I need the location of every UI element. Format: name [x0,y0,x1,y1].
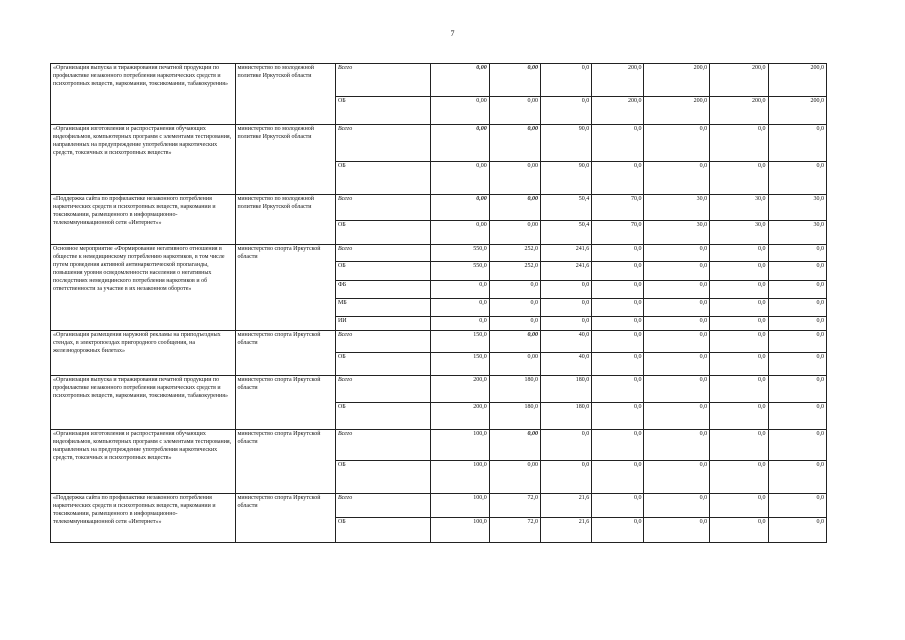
amount-cell: 0,0 [768,299,827,317]
amount-cell: 0,0 [768,317,827,331]
amount-cell: 200,0 [592,97,644,125]
amount-cell: 0,0 [592,494,644,518]
amount-cell: 0,0 [644,494,710,518]
amount-cell: 0,0 [768,125,827,162]
amount-cell: 0,0 [768,281,827,299]
amount-cell: 100,0 [431,494,489,518]
amount-cell: 30,0 [710,221,768,245]
amount-cell: 30,0 [644,195,710,221]
table-row [51,64,827,97]
amount-cell: 40,0 [540,331,591,353]
funding-source: Всего [335,494,430,518]
table-row [51,331,827,353]
amount-cell: 200,0 [710,64,768,97]
amount-cell: 90,0 [540,162,591,195]
amount-cell: 72,0 [489,494,540,518]
amount-cell: 0,00 [489,64,540,97]
amount-cell: 0,0 [710,376,768,403]
amount-cell: 0,0 [644,461,710,494]
responsible-executor: министерство спорта Иркутской области [235,430,335,494]
amount-cell: 0,0 [431,317,489,331]
amount-cell: 0,0 [768,430,827,461]
amount-cell: 100,0 [431,461,489,494]
amount-cell: 100,0 [431,518,489,543]
amount-cell: 0,0 [768,245,827,262]
responsible-executor: министерство спорта Иркутской области [235,376,335,430]
amount-cell: 70,0 [592,221,644,245]
measure-description: «Организация размещения наружной рекламы на приподъездных стендах, в электропоездах пригородного сообщения, на железнодорожных билетах» [51,331,236,376]
amount-cell: 150,0 [431,353,489,376]
amount-cell: 180,0 [540,376,591,403]
funding-source: ОБ [335,461,430,494]
measure-description: «Организация выпуска и тиражирования печатной продукции по профилактике незаконного потребления наркотических средств и психотропных веществ, наркомании, токсикомании, табакокурения» [51,376,236,430]
funding-source: ОБ [335,262,430,281]
amount-cell: 0,0 [710,125,768,162]
measure-description: «Организация изготовления и распространения обучающих видеофильмов, компьютерных программ с элементами тестирования, направленных на предупреждение употребления наркотических средств, токсичных и психотропных веществ» [51,430,236,494]
funding-source: Всего [335,64,430,97]
amount-cell: 0,0 [710,162,768,195]
measure-description: «Организация изготовления и распространения обучающих видеофильмов, компьютерных программ с элементами тестирования, направленных на предупреждение употребления наркотических средств, токсичных и психотропных веществ» [51,125,236,195]
measure-description: «Поддержка сайта по профилактике незаконного потребления наркотических средств и психотропных веществ, наркомании и токсикомании, размещенного в информационно-телекоммуникационной сети «Интернет»» [51,494,236,543]
amount-cell: 0,0 [592,403,644,430]
funding-source: Всего [335,430,430,461]
amount-cell: 0,00 [431,221,489,245]
amount-cell: 0,0 [644,430,710,461]
amount-cell: 30,0 [768,221,827,245]
amount-cell: 0,0 [710,430,768,461]
amount-cell: 0,0 [644,518,710,543]
funding-source: Всего [335,245,430,262]
funding-source: ОБ [335,518,430,543]
amount-cell: 0,00 [489,461,540,494]
amount-cell: 0,00 [431,64,489,97]
amount-cell: 50,4 [540,221,591,245]
funding-source: Всего [335,376,430,403]
amount-cell: 0,0 [592,281,644,299]
funding-source: Всего [335,125,430,162]
amount-cell: 0,0 [644,299,710,317]
amount-cell: 0,0 [768,518,827,543]
amount-cell: 180,0 [540,403,591,430]
amount-cell: 0,0 [644,162,710,195]
amount-cell: 0,0 [768,353,827,376]
amount-cell: 0,0 [540,64,591,97]
amount-cell: 0,0 [644,281,710,299]
measure-description: Основное мероприятие «Формирование негативного отношения в обществе к немедицинскому потреблению наркотиков, в том числе путем проведения активной антинаркотической пропаганды, повышения уровня осведомленности населения о негативных последствиях немедицинского потребления наркотиков и об ответственности за участие в их незаконном обороте» [51,245,236,331]
amount-cell: 21,6 [540,494,591,518]
amount-cell: 0,0 [710,245,768,262]
amount-cell: 0,0 [540,317,591,331]
amount-cell: 0,0 [540,97,591,125]
measure-description: «Поддержка сайта по профилактике незаконного потребления наркотических средств и психотропных веществ, наркомании и токсикомании, размещенного в информационно-телекоммуникационной сети «Интернет»» [51,195,236,245]
amount-cell: 0,00 [431,97,489,125]
amount-cell: 0,0 [710,262,768,281]
table-row [51,125,827,162]
amount-cell: 90,0 [540,125,591,162]
amount-cell: 200,0 [431,403,489,430]
amount-cell: 0,00 [489,430,540,461]
table-row [51,195,827,221]
amount-cell: 0,0 [431,281,489,299]
amount-cell: 550,0 [431,245,489,262]
amount-cell: 50,4 [540,195,591,221]
amount-cell: 0,0 [644,262,710,281]
amount-cell: 0,0 [540,281,591,299]
measure-description: «Организация выпуска и тиражирования печатной продукции по профилактике незаконного потребления наркотических средств и психотропных веществ, наркомании, токсикомании, табакокурения» [51,64,236,125]
amount-cell: 0,0 [710,281,768,299]
table-row [51,430,827,461]
amount-cell: 0,0 [710,403,768,430]
amount-cell: 0,00 [431,195,489,221]
responsible-executor: министерство по молодежной политике Иркутской области [235,195,335,245]
responsible-executor: министерство по молодежной политике Иркутской области [235,64,335,125]
amount-cell: 0,0 [710,494,768,518]
amount-cell: 0,0 [489,281,540,299]
amount-cell: 0,00 [489,195,540,221]
amount-cell: 252,0 [489,262,540,281]
amount-cell: 0,00 [489,125,540,162]
amount-cell: 100,0 [431,430,489,461]
amount-cell: 0,0 [592,245,644,262]
amount-cell: 0,0 [710,353,768,376]
amount-cell: 21,6 [540,518,591,543]
amount-cell: 0,0 [768,403,827,430]
amount-cell: 30,0 [644,221,710,245]
table-row [51,245,827,262]
amount-cell: 0,0 [644,245,710,262]
amount-cell: 30,0 [768,195,827,221]
amount-cell: 0,0 [489,317,540,331]
amount-cell: 0,0 [489,299,540,317]
amount-cell: 0,00 [431,162,489,195]
amount-cell: 200,0 [644,64,710,97]
amount-cell: 0,0 [644,331,710,353]
amount-cell: 0,0 [768,461,827,494]
amount-cell: 252,0 [489,245,540,262]
table-row [51,376,827,403]
amount-cell: 0,0 [592,430,644,461]
amount-cell: 0,0 [710,331,768,353]
amount-cell: 180,0 [489,376,540,403]
responsible-executor: министерство спорта Иркутской области [235,494,335,543]
funding-source: Всего [335,195,430,221]
funding-source: ОБ [335,353,430,376]
amount-cell: 241,6 [540,245,591,262]
amount-cell: 0,00 [431,125,489,162]
amount-cell: 0,0 [592,518,644,543]
amount-cell: 150,0 [431,331,489,353]
amount-cell: 0,0 [710,461,768,494]
amount-cell: 0,0 [592,376,644,403]
funding-source: ОБ [335,162,430,195]
amount-cell: 0,00 [489,221,540,245]
table-row [51,494,827,518]
amount-cell: 0,0 [592,461,644,494]
amount-cell: 200,0 [768,97,827,125]
amount-cell: 0,0 [540,430,591,461]
amount-cell: 0,0 [768,162,827,195]
amount-cell: 0,0 [592,331,644,353]
amount-cell: 0,00 [489,162,540,195]
funding-source: Всего [335,331,430,353]
amount-cell: 550,0 [431,262,489,281]
funding-source: ФБ [335,281,430,299]
amount-cell: 180,0 [489,403,540,430]
amount-cell: 0,0 [431,299,489,317]
amount-cell: 0,0 [644,317,710,331]
amount-cell: 0,00 [489,97,540,125]
amount-cell: 40,0 [540,353,591,376]
amount-cell: 0,0 [768,376,827,403]
amount-cell: 72,0 [489,518,540,543]
amount-cell: 0,0 [768,494,827,518]
amount-cell: 0,0 [592,353,644,376]
funding-source: ИИ [335,317,430,331]
amount-cell: 0,0 [592,299,644,317]
amount-cell: 0,0 [644,376,710,403]
amount-cell: 200,0 [644,97,710,125]
amount-cell: 0,0 [768,262,827,281]
amount-cell: 0,0 [710,518,768,543]
amount-cell: 0,0 [592,317,644,331]
amount-cell: 200,0 [592,64,644,97]
responsible-executor: министерство спорта Иркутской области [235,331,335,376]
amount-cell: 0,00 [489,353,540,376]
amount-cell: 70,0 [592,195,644,221]
amount-cell: 200,0 [710,97,768,125]
amount-cell: 0,0 [540,299,591,317]
financing-table [50,63,827,543]
amount-cell: 0,0 [710,299,768,317]
amount-cell: 0,0 [540,461,591,494]
funding-source: МБ [335,299,430,317]
amount-cell: 0,0 [644,125,710,162]
amount-cell: 0,0 [644,353,710,376]
funding-source: ОБ [335,97,430,125]
amount-cell: 200,0 [768,64,827,97]
funding-source: ОБ [335,403,430,430]
amount-cell: 241,6 [540,262,591,281]
amount-cell: 0,0 [710,317,768,331]
amount-cell: 0,0 [768,331,827,353]
amount-cell: 0,0 [644,403,710,430]
amount-cell: 0,0 [592,162,644,195]
responsible-executor: министерство спорта Иркутской области [235,245,335,331]
amount-cell: 30,0 [710,195,768,221]
amount-cell: 200,0 [431,376,489,403]
amount-cell: 0,00 [489,331,540,353]
amount-cell: 0,0 [592,125,644,162]
responsible-executor: министерство по молодежной политике Иркутской области [235,125,335,195]
funding-source: ОБ [335,221,430,245]
page-number: 7 [450,29,455,38]
amount-cell: 0,0 [592,262,644,281]
